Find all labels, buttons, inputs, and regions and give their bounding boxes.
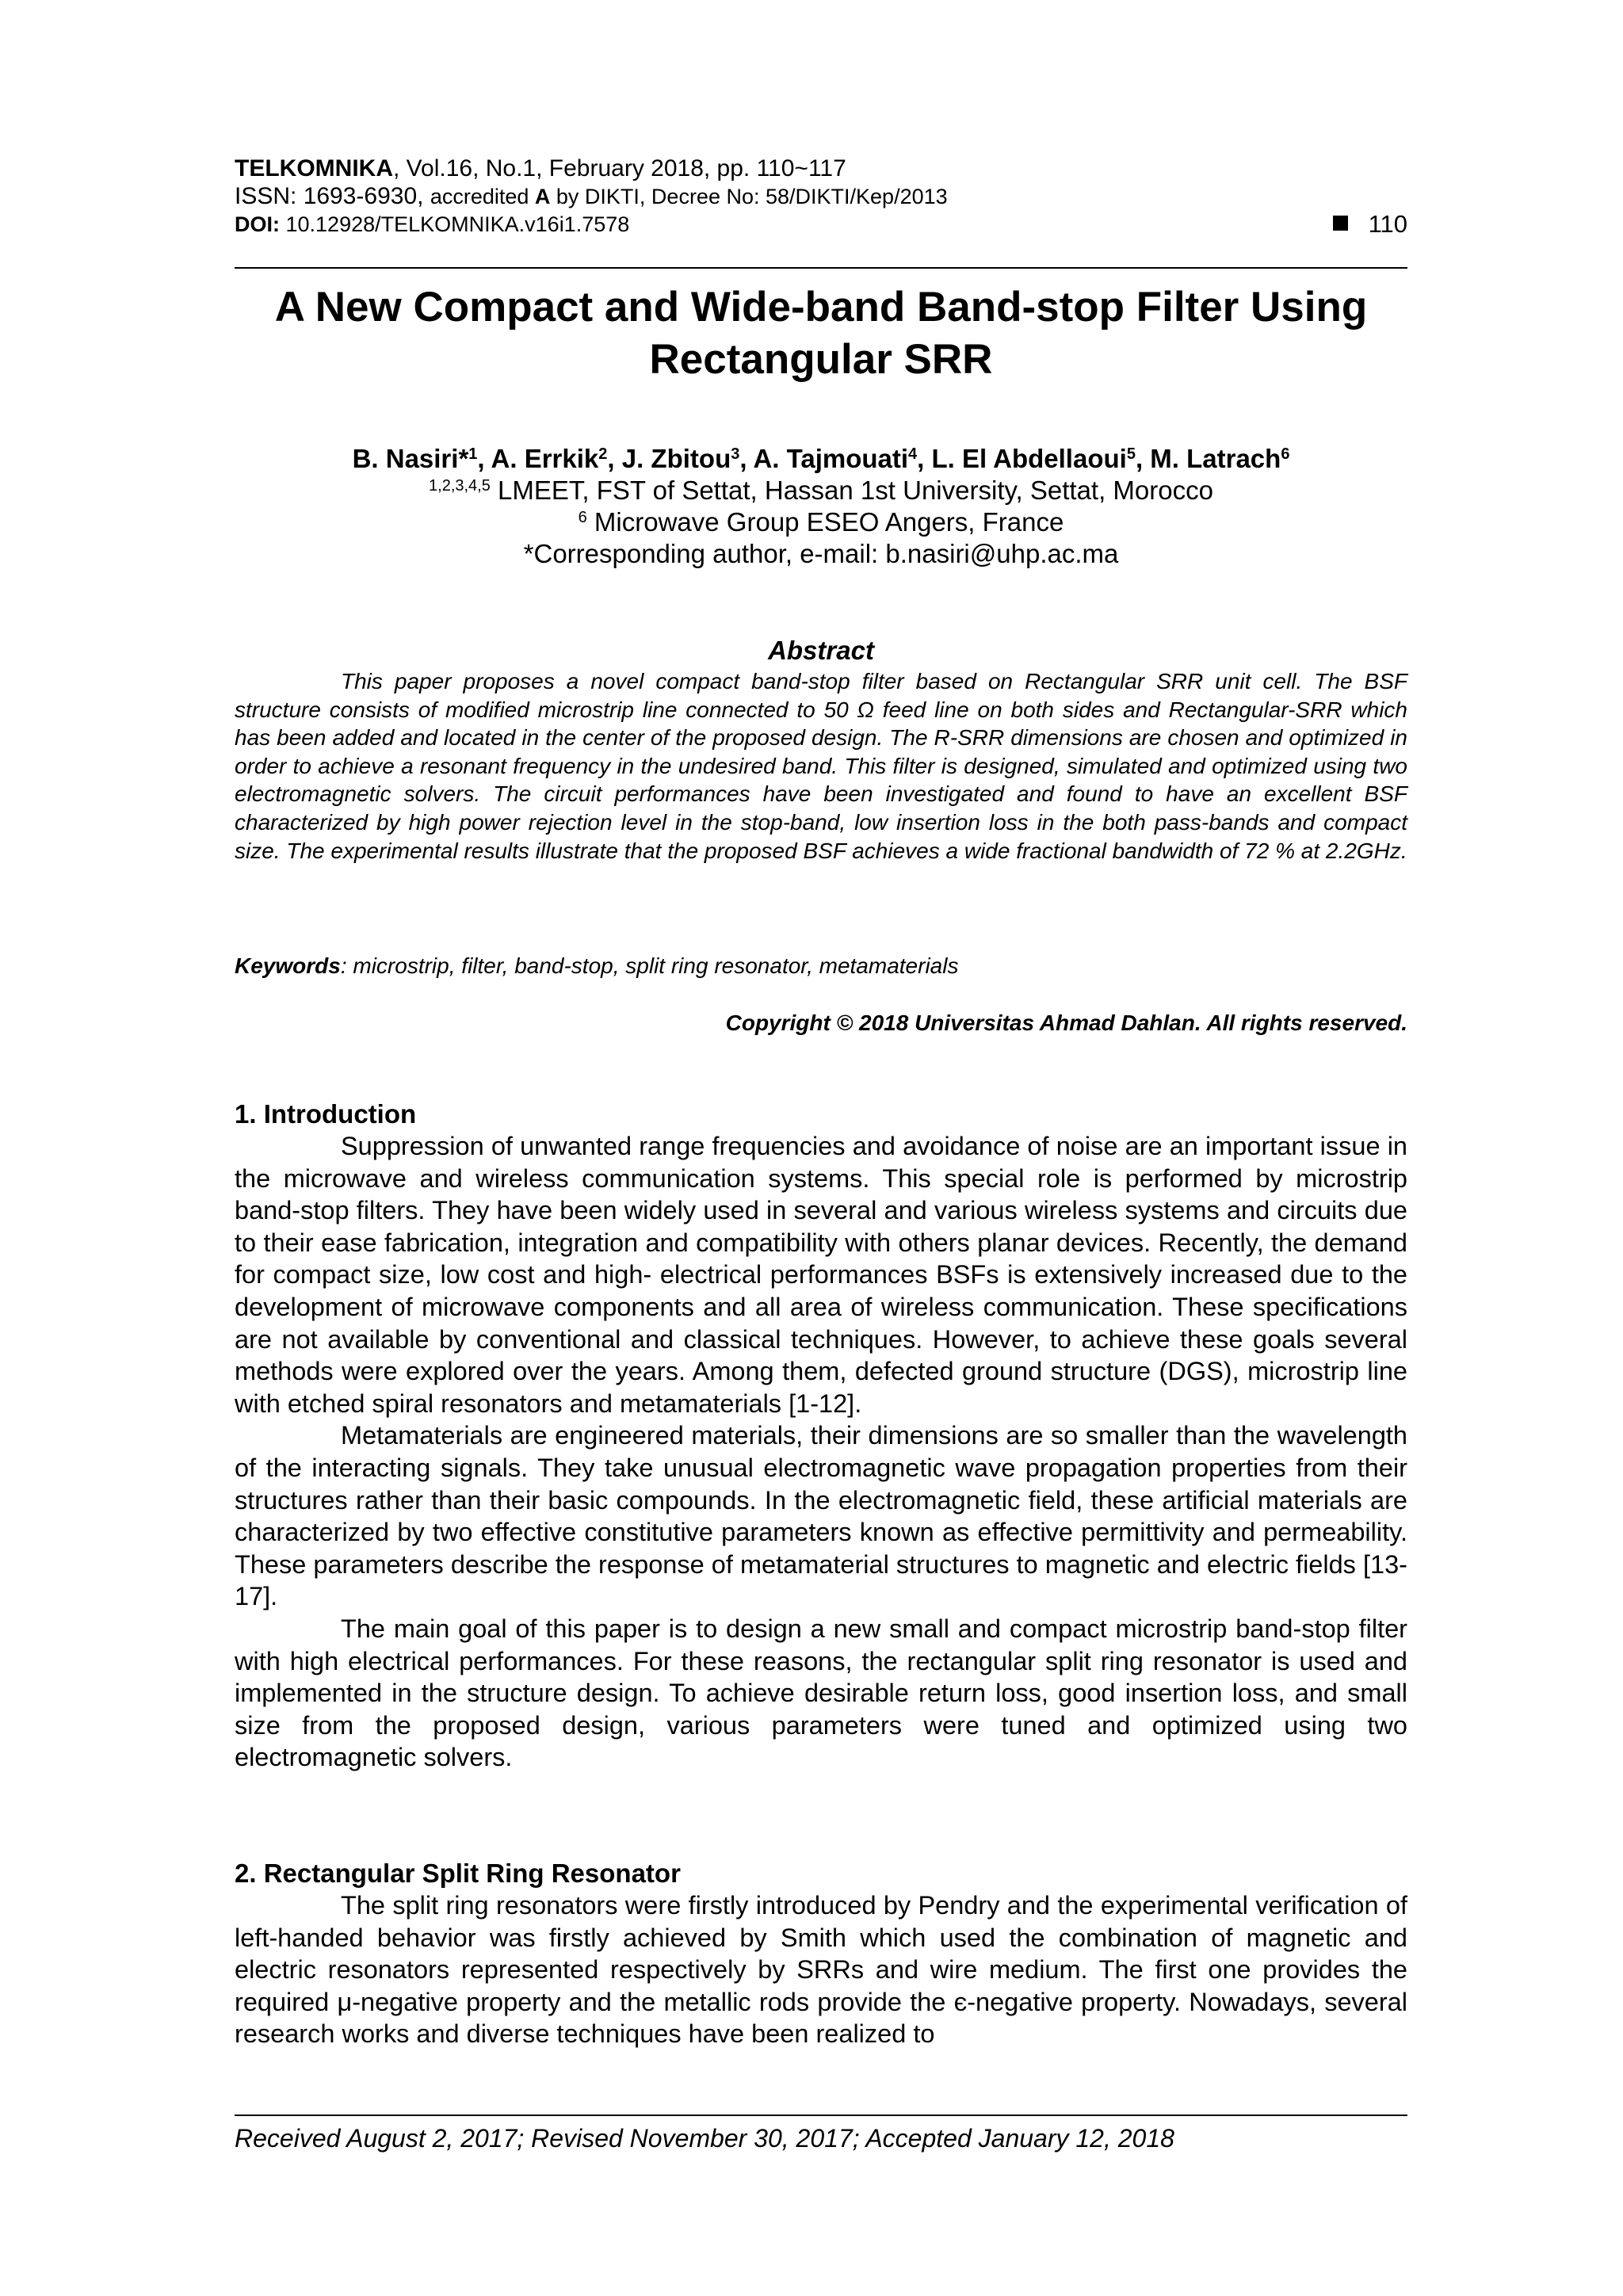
journal-name: TELKOMNIKA: [235, 155, 393, 181]
section-2-paragraph-1: The split ring resonators were firstly introduced by Pendry and the experimental verification of left-handed behavior was firstly achieved by Smith which used the combination of magnetic and electric resonators represented respectively by SRRs and wire medium. The first one provides the required μ-negative property and the metallic rods provide the є-negative property. Nowadays, several research works and diverse techniques have been realized to: [235, 1891, 1407, 2049]
author-names: [235, 443, 1407, 475]
author-block: [235, 443, 1407, 570]
section-2-body: [235, 1889, 1407, 2050]
keywords-text: : microstrip, filter, band-stop, split ring resonator, metamaterials: [340, 953, 959, 978]
doi-value[interactable]: 10.12928/TELKOMNIKA.v16i1.7578: [280, 212, 630, 236]
keywords-label: Keywords: [235, 953, 341, 978]
issn-accredited: accredited: [430, 185, 535, 208]
copyright-notice: Copyright © 2018 Universitas Ahmad Dahlan. All rights reserved.: [725, 1010, 1407, 1035]
author-6: , M. Latrach: [1135, 444, 1281, 473]
journal-citation-line: [235, 155, 1407, 182]
author-5: , L. El Abdellaoui: [917, 444, 1127, 473]
section-1-paragraph-2: Metamaterials are engineered materials, their dimensions are so smaller than the wavelength of the interacting signals. They take unusual electromagnetic wave propagation properties from their structures rather than their basic compounds. In the electromagnetic field, these artificial materials are characterized by two effective constitutive parameters known as effective permittivity and permeability. These parameters describe the response of metamaterial structures to magnetic and electric fields [13-17].: [235, 1421, 1407, 1611]
abstract-heading: Abstract: [768, 636, 874, 665]
title-line-2: Rectangular SRR: [649, 336, 993, 383]
author-4: , A. Tajmouati: [739, 444, 909, 473]
author-3: , J. Zbitou: [607, 444, 731, 473]
affiliation-1-sup: 1,2,3,4,5: [429, 477, 491, 495]
section-1-body: [235, 1130, 1407, 1774]
issn: ISSN: 1693-6930,: [235, 183, 430, 209]
paper-title: [235, 281, 1407, 386]
author-5-sup: 5: [1126, 445, 1136, 463]
footer-rule: [235, 2115, 1407, 2116]
journal-header: [235, 155, 1407, 239]
received-dates: Received August 2, 2017; Revised November 30, 2017; Accepted January 12, 2018: [235, 2124, 1174, 2153]
author-2: , A. Errkik: [477, 444, 599, 473]
affiliation-2-sup: 6: [578, 509, 587, 526]
square-bullet-icon: [1333, 216, 1348, 231]
page-number: [1333, 210, 1407, 238]
title-line-1: A New Compact and Wide-band Band-stop Filter Using: [274, 284, 1368, 330]
section-1-paragraph-1: Suppression of unwanted range frequencies and avoidance of noise are an important issue in the microwave and wireless communication systems. This special role is performed by microstrip band-stop filters. They have been widely used in several and various wireless systems and circuits due to their ease fabrication, integration and compatibility with others planar devices. Recently, the demand for compact size, low cost and high- electrical performances BSFs is extensively increased due to the development of microwave components and all area of wireless communication. These specifications are not available by conventional and classical techniques. However, to achieve these goals several methods were explored over the years. Among them, defected ground structure (DGS), microstrip line with etched spiral resonators and metamaterials [1-12].: [235, 1132, 1407, 1418]
affiliation-1-text: LMEET, FST of Settat, Hassan 1st University, Settat, Morocco: [490, 476, 1213, 505]
header-rule: [235, 267, 1407, 269]
volume-info: , Vol.16, No.1, February 2018, pp. 110~117: [392, 155, 846, 181]
doi-label: DOI:: [235, 212, 280, 236]
issn-grade: A: [534, 185, 551, 208]
section-2-heading: 2. Rectangular Split Ring Resonator: [235, 1859, 681, 1888]
keywords: [235, 953, 1407, 979]
author-6-sup: 6: [1281, 445, 1290, 463]
abstract-text: This paper proposes a novel compact band-stop filter based on Rectangular SRR unit cell. The BSF structure consists of modified microstrip line connected to 50 Ω feed line on both sides and Rectangular-SRR which has been added and located in the center of the proposed design. The R-SRR dimensions are chosen and optimized in order to achieve a resonant frequency in the undesired band. This filter is designed, simulated and optimized using two electromagnetic solvers. The circuit performances have been investigated and found to have an excellent BSF characterized by high power rejection level in the stop-band, low insertion loss in the both pass-bands and compact size. The experimental results illustrate that the proposed BSF achieves a wide fractional bandwidth of 72 % at 2.2GHz.: [235, 669, 1407, 863]
section-1-heading: 1. Introduction: [235, 1099, 417, 1129]
author-4-sup: 4: [908, 445, 918, 463]
corresponding-author: *Corresponding author, e-mail: b.nasiri@uhp.ac.ma: [523, 539, 1119, 568]
author-1-sup: 1: [468, 445, 478, 463]
section-1-paragraph-3: The main goal of this paper is to design a new small and compact microstrip band-stop filter with high electrical performances. For these reasons, the rectangular split ring resonator is used and implemented in the structure design. To achieve desirable return loss, good insertion loss, and small size from the proposed design, various parameters were tuned and optimized using two electromagnetic solvers.: [235, 1614, 1407, 1772]
author-1: B. Nasiri*: [352, 444, 469, 473]
issn-decree: by DIKTI, Decree No: 58/DIKTI/Kep/2013: [550, 185, 948, 208]
author-2-sup: 2: [598, 445, 608, 463]
author-3-sup: 3: [731, 445, 740, 463]
affiliation-2-text: Microwave Group ESEO Angers, France: [586, 507, 1064, 537]
abstract-body: [235, 667, 1407, 865]
affiliation-2: [235, 506, 1407, 538]
affiliation-1: [235, 475, 1407, 506]
issn-line: [235, 182, 1407, 211]
page-number-value: 110: [1368, 210, 1407, 238]
doi-line: [235, 211, 1407, 239]
